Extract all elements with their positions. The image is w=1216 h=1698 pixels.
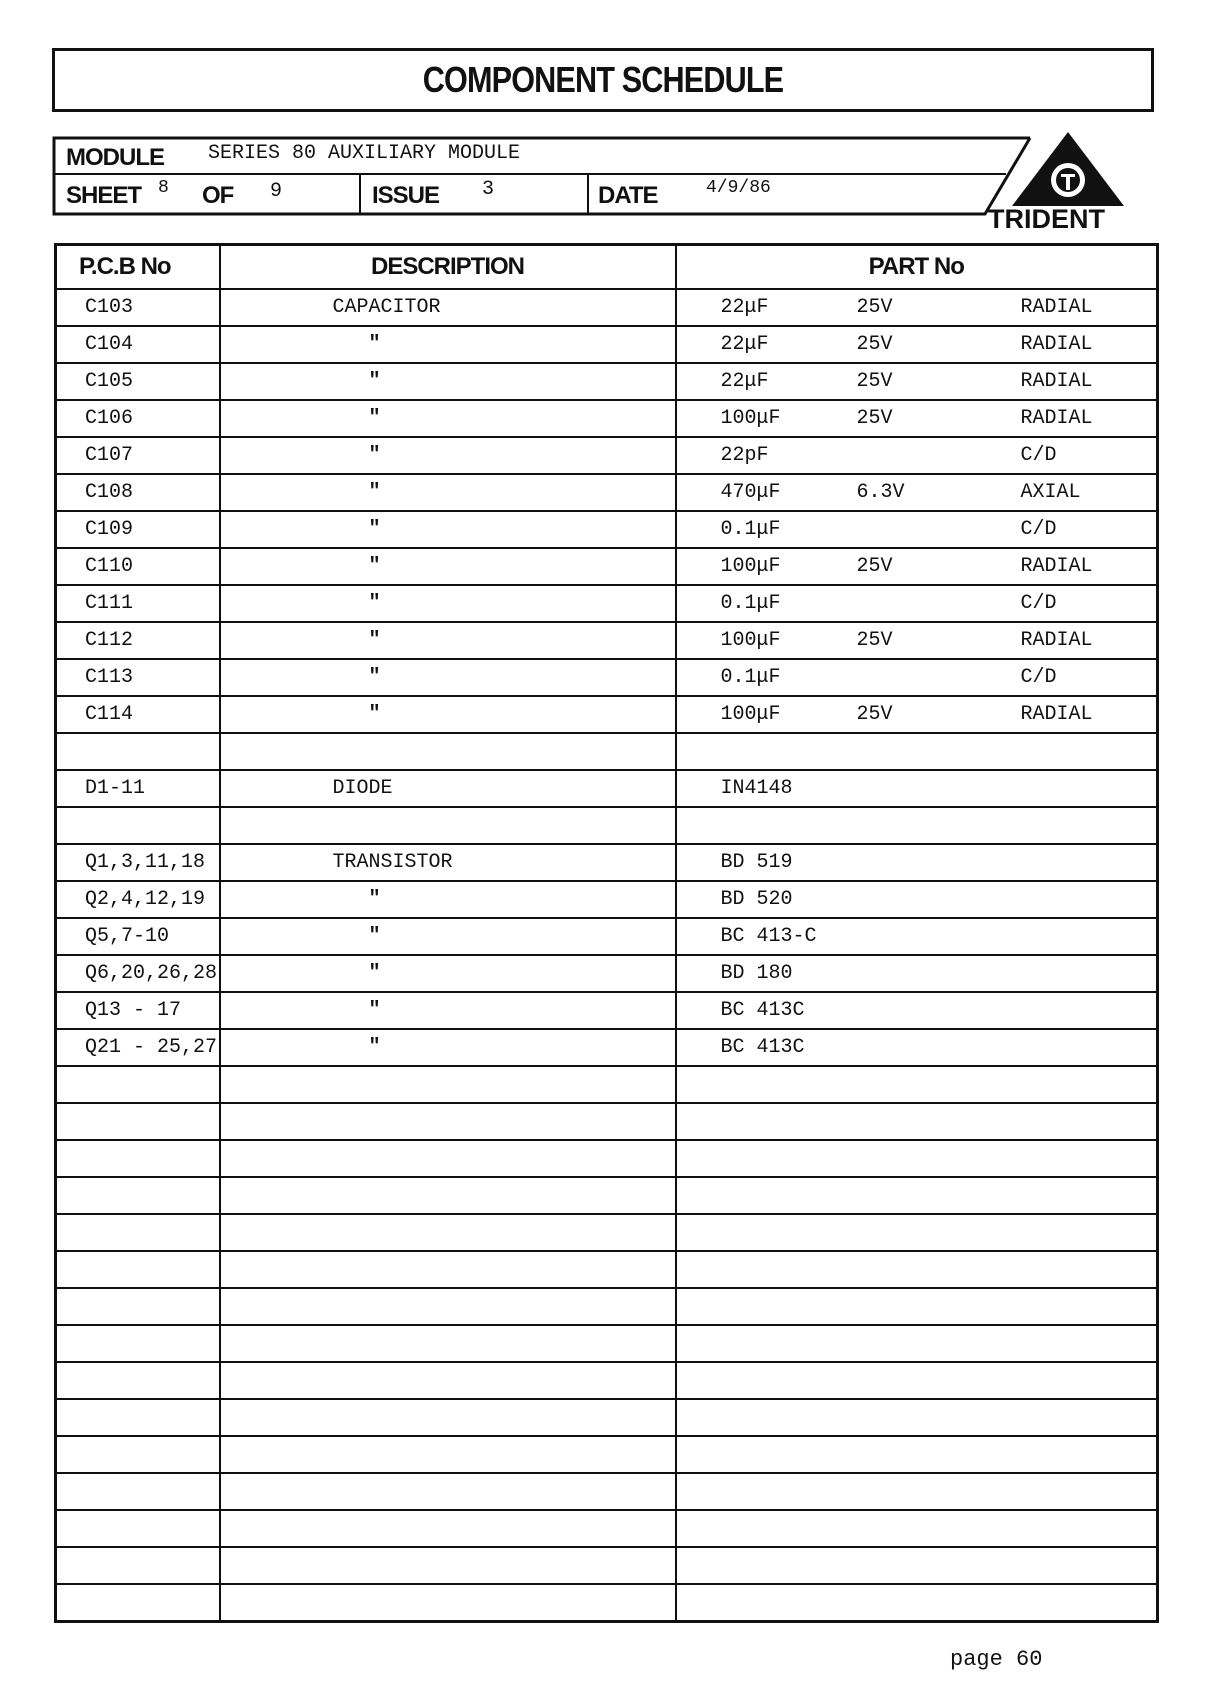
- header-part: PART No: [676, 245, 1158, 290]
- part-mount: C/D: [1020, 518, 1057, 541]
- description-cell: [220, 1510, 676, 1547]
- part-voltage: [857, 888, 1021, 911]
- component-table: [54, 243, 1159, 1623]
- issue-value: 3: [482, 178, 495, 201]
- description-cell: ": [220, 992, 676, 1029]
- description-cell: [220, 1436, 676, 1473]
- part-voltage: [857, 777, 1021, 800]
- part-value: 0.1μF: [720, 666, 781, 689]
- part-cell: [676, 1288, 1158, 1325]
- part-voltage: 25V: [856, 370, 893, 393]
- date-label: DATE: [598, 182, 658, 209]
- part-value: 22μF: [720, 296, 769, 319]
- table-row: [56, 1066, 1158, 1103]
- part-voltage: 25V: [856, 333, 893, 356]
- pcb-cell: [56, 1325, 220, 1362]
- table-row: [56, 585, 1158, 622]
- pcb-cell: C104: [56, 326, 220, 363]
- table-row: [56, 1251, 1158, 1288]
- pcb-cell: [56, 1066, 220, 1103]
- table-header-row: [56, 245, 1158, 290]
- part-value: 100μF: [720, 703, 781, 726]
- header-pcb: P.C.B No: [56, 245, 220, 290]
- pcb-cell: C106: [56, 400, 220, 437]
- part-cell: [676, 1066, 1158, 1103]
- description-cell: [220, 1177, 676, 1214]
- part-voltage: [857, 999, 1021, 1022]
- part-mount: RADIAL: [1020, 333, 1093, 356]
- table-row: [56, 1510, 1158, 1547]
- part-cell: [676, 844, 1158, 881]
- part-voltage: [857, 962, 1021, 985]
- pcb-cell: [56, 1251, 220, 1288]
- description-cell: [220, 807, 676, 844]
- description-cell: ": [220, 548, 676, 585]
- part-cell: [676, 1510, 1158, 1547]
- part-cell: [676, 1140, 1158, 1177]
- table-row: [56, 1436, 1158, 1473]
- description-cell: ": [220, 918, 676, 955]
- description-cell: ": [220, 881, 676, 918]
- description-cell: ": [220, 437, 676, 474]
- description-cell: ": [220, 326, 676, 363]
- table-row: [56, 474, 1158, 511]
- issue-label: ISSUE: [372, 182, 440, 209]
- pcb-cell: D1-11: [56, 770, 220, 807]
- table-row: [56, 696, 1158, 733]
- description-cell: [220, 1214, 676, 1251]
- part-cell: [676, 1362, 1158, 1399]
- part-cell: [676, 1214, 1158, 1251]
- table-row: [56, 622, 1158, 659]
- part-cell: [676, 326, 1158, 363]
- table-row: [56, 1547, 1158, 1584]
- part-cell: [676, 881, 1158, 918]
- table-row: [56, 363, 1158, 400]
- description-cell: [220, 1140, 676, 1177]
- pcb-cell: C113: [56, 659, 220, 696]
- module-value: SERIES 80 AUXILIARY MODULE: [208, 142, 521, 165]
- part-mount: AXIAL: [1020, 481, 1081, 504]
- part-value: 100μF: [720, 407, 781, 430]
- pcb-cell: C105: [56, 363, 220, 400]
- table-row: [56, 955, 1158, 992]
- part-voltage: [857, 851, 1021, 874]
- logo-text: TRIDENT: [988, 204, 1105, 234]
- part-voltage: [857, 1036, 1021, 1059]
- part-cell: [676, 1325, 1158, 1362]
- part-mount: RADIAL: [1020, 296, 1093, 319]
- table-row: [56, 659, 1158, 696]
- part-cell: [676, 1177, 1158, 1214]
- pcb-cell: Q2,4,12,19: [56, 881, 220, 918]
- part-cell: [676, 1399, 1158, 1436]
- table-row: [56, 400, 1158, 437]
- part-mount: RADIAL: [1020, 629, 1093, 652]
- part-cell: [676, 992, 1158, 1029]
- part-cell: [676, 437, 1158, 474]
- table-row: [56, 1362, 1158, 1399]
- pcb-cell: Q6,20,26,28: [56, 955, 220, 992]
- part-cell: [676, 1029, 1158, 1066]
- part-cell: [676, 955, 1158, 992]
- part-mount: RADIAL: [1020, 703, 1093, 726]
- part-cell: [676, 1436, 1158, 1473]
- part-voltage: [857, 592, 1021, 615]
- description-cell: [220, 1584, 676, 1622]
- part-cell: [676, 363, 1158, 400]
- part-voltage: 25V: [856, 629, 893, 652]
- header-description: DESCRIPTION: [220, 245, 676, 290]
- description-cell: ": [220, 363, 676, 400]
- table-row: [56, 511, 1158, 548]
- part-cell: [676, 770, 1158, 807]
- part-cell: [676, 918, 1158, 955]
- description-cell: [220, 1362, 676, 1399]
- description-cell: CAPACITOR: [220, 289, 676, 326]
- table-row: [56, 548, 1158, 585]
- pcb-cell: [56, 1288, 220, 1325]
- table-row: [56, 326, 1158, 363]
- pcb-cell: C103: [56, 289, 220, 326]
- part-cell: [676, 289, 1158, 326]
- pcb-cell: C108: [56, 474, 220, 511]
- part-voltage: 25V: [856, 555, 893, 578]
- part-value: 22μF: [720, 370, 769, 393]
- pcb-cell: Q21 - 25,27: [56, 1029, 220, 1066]
- description-cell: [220, 1325, 676, 1362]
- pcb-cell: C109: [56, 511, 220, 548]
- table-row: [56, 1177, 1158, 1214]
- table-row: [56, 289, 1158, 326]
- part-voltage: 6.3V: [856, 481, 905, 504]
- page-title: COMPONENT SCHEDULE: [422, 59, 784, 100]
- part-mount: RADIAL: [1020, 407, 1093, 430]
- part-cell: [676, 1473, 1158, 1510]
- part-mount: C/D: [1020, 444, 1057, 467]
- part-value: BD 520: [720, 888, 793, 911]
- part-value: BD 519: [720, 851, 793, 874]
- part-value: 22pF: [720, 444, 769, 467]
- pcb-cell: C110: [56, 548, 220, 585]
- date-value: 4/9/86: [706, 178, 771, 198]
- description-cell: [220, 733, 676, 770]
- description-cell: [220, 1066, 676, 1103]
- part-cell: [676, 696, 1158, 733]
- sheet-value: 8: [158, 178, 169, 198]
- description-cell: [220, 1473, 676, 1510]
- part-cell: [676, 659, 1158, 696]
- part-cell: [676, 585, 1158, 622]
- table-row: [56, 1473, 1158, 1510]
- part-value: 100μF: [720, 555, 781, 578]
- part-mount: RADIAL: [1020, 555, 1093, 578]
- part-cell: [676, 733, 1158, 770]
- pcb-cell: [56, 807, 220, 844]
- part-value: BC 413C: [720, 999, 805, 1022]
- description-cell: ": [220, 622, 676, 659]
- pcb-cell: C111: [56, 585, 220, 622]
- part-voltage: [857, 518, 1021, 541]
- pcb-cell: [56, 1510, 220, 1547]
- of-value: 9: [270, 180, 283, 203]
- part-value: BD 180: [720, 962, 793, 985]
- description-cell: [220, 1103, 676, 1140]
- table-row: [56, 918, 1158, 955]
- part-voltage: 25V: [856, 296, 893, 319]
- table-row: [56, 437, 1158, 474]
- pcb-cell: [56, 1436, 220, 1473]
- part-cell: [676, 400, 1158, 437]
- pcb-cell: Q1,3,11,18: [56, 844, 220, 881]
- description-cell: ": [220, 955, 676, 992]
- table-row: [56, 733, 1158, 770]
- description-cell: TRANSISTOR: [220, 844, 676, 881]
- description-cell: ": [220, 400, 676, 437]
- pcb-cell: [56, 1177, 220, 1214]
- part-cell: [676, 548, 1158, 585]
- table-row: [56, 770, 1158, 807]
- part-value: IN4148: [720, 777, 793, 800]
- description-cell: ": [220, 511, 676, 548]
- pcb-cell: [56, 1140, 220, 1177]
- description-cell: ": [220, 1029, 676, 1066]
- pcb-cell: Q13 - 17: [56, 992, 220, 1029]
- table-row: [56, 1140, 1158, 1177]
- description-cell: ": [220, 696, 676, 733]
- part-value: 0.1μF: [720, 592, 781, 615]
- part-mount: RADIAL: [1020, 370, 1093, 393]
- part-value: BC 413-C: [720, 925, 817, 948]
- table-row: [56, 992, 1158, 1029]
- part-cell: [676, 807, 1158, 844]
- pcb-cell: [56, 1584, 220, 1622]
- part-value: 22μF: [720, 333, 769, 356]
- pcb-cell: [56, 1362, 220, 1399]
- part-value: 0.1μF: [720, 518, 781, 541]
- description-cell: ": [220, 659, 676, 696]
- table-row: [56, 807, 1158, 844]
- part-voltage: [857, 666, 1021, 689]
- pcb-cell: Q5,7-10: [56, 918, 220, 955]
- pcb-cell: C107: [56, 437, 220, 474]
- part-voltage: [857, 925, 1021, 948]
- part-cell: [676, 511, 1158, 548]
- part-cell: [676, 1547, 1158, 1584]
- part-voltage: [857, 444, 1021, 467]
- pcb-cell: C112: [56, 622, 220, 659]
- part-cell: [676, 1584, 1158, 1622]
- table-row: [56, 1325, 1158, 1362]
- page-number: page 60: [950, 1647, 1043, 1672]
- part-value: 100μF: [720, 629, 781, 652]
- description-cell: ": [220, 585, 676, 622]
- description-cell: [220, 1399, 676, 1436]
- part-cell: [676, 1103, 1158, 1140]
- pcb-cell: [56, 1547, 220, 1584]
- description-cell: [220, 1547, 676, 1584]
- pcb-cell: [56, 1399, 220, 1436]
- sheet-label: SHEET: [66, 182, 142, 209]
- pcb-cell: [56, 1103, 220, 1140]
- part-cell: [676, 1251, 1158, 1288]
- pcb-cell: [56, 733, 220, 770]
- part-cell: [676, 474, 1158, 511]
- part-cell: [676, 622, 1158, 659]
- description-cell: DIODE: [220, 770, 676, 807]
- part-voltage: 25V: [856, 703, 893, 726]
- description-cell: ": [220, 474, 676, 511]
- table-row: [56, 1399, 1158, 1436]
- part-voltage: 25V: [856, 407, 893, 430]
- pcb-cell: [56, 1473, 220, 1510]
- table-row: [56, 1029, 1158, 1066]
- pcb-cell: [56, 1214, 220, 1251]
- part-value: 470μF: [720, 481, 781, 504]
- table-row: [56, 881, 1158, 918]
- table-row: [56, 1584, 1158, 1622]
- module-label: MODULE: [66, 144, 164, 171]
- trident-logo-icon: [1008, 128, 1128, 208]
- description-cell: [220, 1251, 676, 1288]
- table-row: [56, 1288, 1158, 1325]
- table-row: [56, 1214, 1158, 1251]
- table-row: [56, 1103, 1158, 1140]
- part-mount: C/D: [1020, 592, 1057, 615]
- part-mount: C/D: [1020, 666, 1057, 689]
- pcb-cell: C114: [56, 696, 220, 733]
- part-value: BC 413C: [720, 1036, 805, 1059]
- of-label: OF: [202, 182, 234, 209]
- description-cell: [220, 1288, 676, 1325]
- table-row: [56, 844, 1158, 881]
